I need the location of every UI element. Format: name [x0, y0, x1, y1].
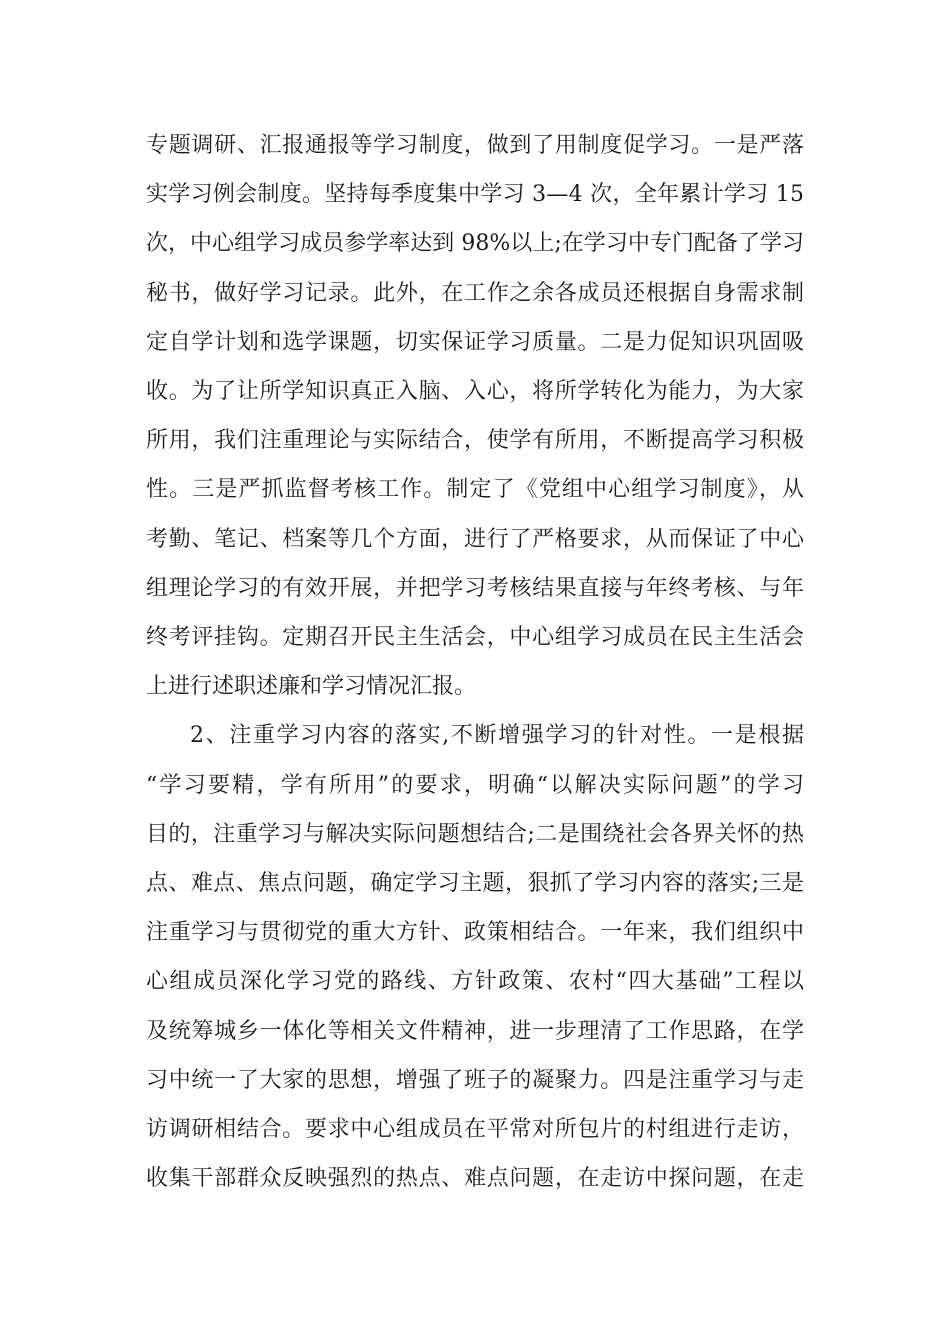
text-line: 所用，我们注重理论与实际结合，使学有所用，不断提高学习积极 — [146, 428, 805, 454]
text-line: 目的，注重学习与解决实际问题想结合;二是围绕社会各界关怀的热 — [146, 821, 805, 847]
text-line: 组理论学习的有效开展，并把学习考核结果直接与年终考核、与年 — [146, 575, 805, 601]
text-line: 访调研相结合。要求中心组成员在平常对所包片的村组进行走访， — [146, 1117, 805, 1142]
text-line: 及统筹城乡一体化等相关文件精神，进一步理清了工作思路，在学 — [146, 1018, 805, 1044]
text-line: 实学习例会制度。坚持每季度集中学习 3—4 次，全年累计学习 15 — [146, 182, 805, 208]
text-line: 习中统一了大家的思想，增强了班子的凝聚力。四是注重学习与走 — [146, 1067, 805, 1093]
text-line: 收集干部群众反映强烈的热点、难点问题，在走访中探问题，在走 — [146, 1166, 805, 1192]
text-line: “学习要精，学有所用”的要求，明确“以解决实际问题”的学习 — [146, 772, 807, 798]
paragraph-first-line: 2、注重学习内容的落实,不断增强学习的针对性。一是根据 — [190, 723, 806, 749]
text-line: 性。三是严抓监督考核工作。制定了《党组中心组学习制度》，从 — [146, 477, 806, 503]
text-line: 注重学习与贯彻党的重大方针、政策相结合。一年来，我们组织中 — [146, 920, 805, 946]
text-line: 点、难点、焦点问题，确定学习主题，狠抓了学习内容的落实;三是 — [146, 871, 805, 896]
text-line: 秘书，做好学习记录。此外，在工作之余各成员还根据自身需求制 — [146, 280, 805, 306]
text-line: 终考评挂钩。定期召开民主生活会，中心组学习成员在民主生活会 — [146, 625, 805, 650]
text-line: 考勤、笔记、档案等几个方面，进行了严格要求，从而保证了中心 — [146, 526, 805, 552]
text-line: 专题调研、汇报通报等学习制度，做到了用制度促学习。一是严落 — [146, 133, 805, 158]
text-line: 上进行述职述廉和学习情况汇报。 — [146, 674, 477, 700]
text-line: 心组成员深化学习党的路线、方针政策、农村“四大基础”工程以 — [146, 969, 806, 995]
text-line: 次，中心组学习成员参学率达到 98%以上;在学习中专门配备了学习 — [146, 231, 805, 257]
text-line: 收。为了让所学知识真正入脑、入心，将所学转化为能力，为大家 — [146, 379, 805, 404]
text-line: 定自学计划和选学课题，切实保证学习质量。二是力促知识巩固吸 — [146, 329, 805, 355]
